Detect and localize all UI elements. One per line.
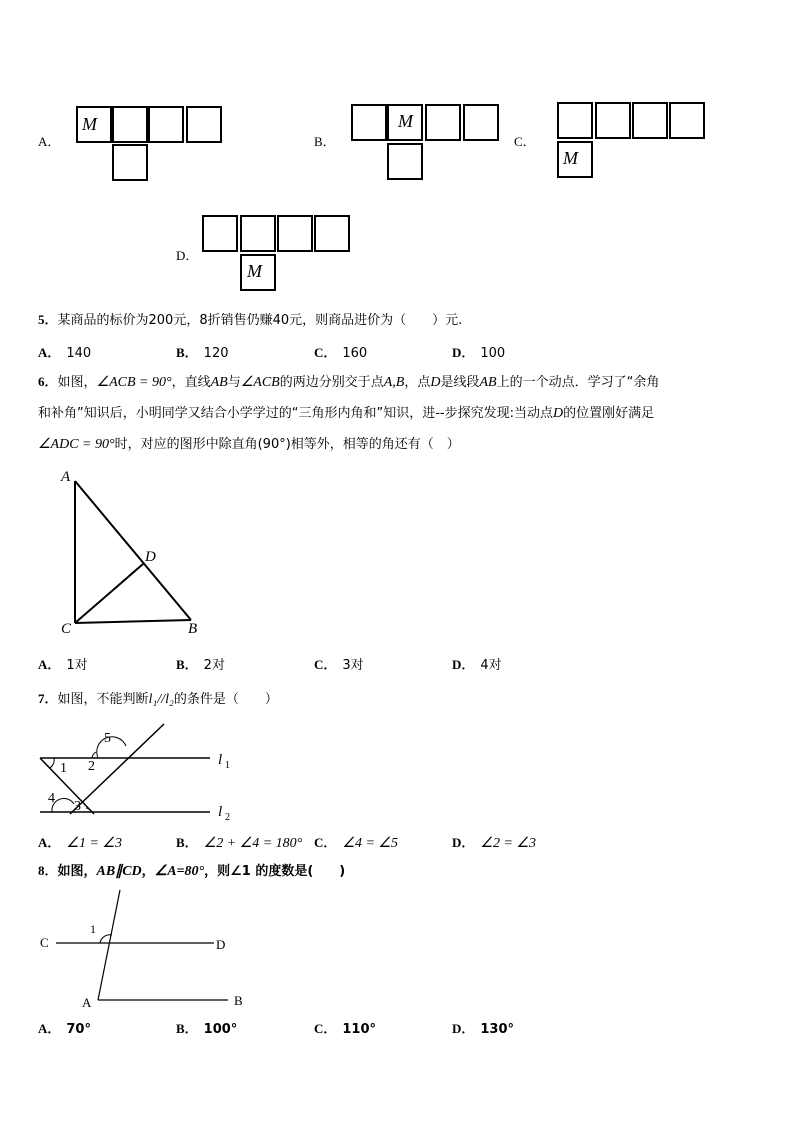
angle-2-arc xyxy=(92,752,96,758)
point-a-label: A xyxy=(61,469,71,485)
q8-option-c: C． 110° xyxy=(314,1021,377,1037)
q8-option-b: B． 100° xyxy=(176,1021,238,1037)
angle-1-label: 1 xyxy=(60,761,67,776)
q7-parallel-lines-figure xyxy=(30,722,250,822)
q5-option-d: D． 100 xyxy=(452,345,506,361)
point-c-label: C xyxy=(40,935,49,950)
angle-2-label: 2 xyxy=(88,759,95,774)
point-c-label: C xyxy=(61,621,72,637)
question-8: 8．如图，AB∥CD，∠A=80°，则∠1 的度数是( ) xyxy=(38,863,346,879)
question-7: 7．如图，不能判断l₁//l₂的条件是（ ） xyxy=(38,691,278,707)
angle-4-label: 4 xyxy=(48,791,55,806)
angle-1-label: 1 xyxy=(90,922,96,936)
segment-cd xyxy=(75,564,143,623)
m-label: M xyxy=(563,148,578,168)
m-label: M xyxy=(247,261,262,281)
point-d-label: D xyxy=(145,549,156,565)
q6-option-b: B． 2对 xyxy=(176,657,225,673)
q8-parallel-lines-figure xyxy=(30,885,260,1015)
option-letter: A． xyxy=(38,134,61,149)
q6-triangle-figure xyxy=(55,465,215,640)
line-l1-label: l xyxy=(218,752,223,768)
option-letter: B． xyxy=(314,134,336,149)
point-d-label: D xyxy=(216,937,226,952)
point-b-label: B xyxy=(188,621,198,637)
angle-1-arc xyxy=(50,758,54,768)
q8-option-a: A． 70° xyxy=(38,1021,91,1037)
angle-5-arc xyxy=(97,737,126,758)
option-letter: C． xyxy=(514,134,536,149)
point-b-label: B xyxy=(234,993,243,1008)
line-l2-subscript: 2 xyxy=(225,812,230,822)
q6-option-d: D． 4对 xyxy=(452,657,502,673)
q6-option-a: A． 1对 xyxy=(38,657,88,673)
side-cb xyxy=(75,620,191,623)
q7-option-c: C． ∠4 = ∠5 xyxy=(314,835,398,851)
q6-option-c: C． 3对 xyxy=(314,657,364,673)
m-label: M xyxy=(398,111,413,131)
question-5 xyxy=(38,311,462,330)
transversal xyxy=(98,890,120,1000)
question-text: 某商品的标价为200元，8折销售仍赚40元，则商品进价为（ ）元. xyxy=(57,313,463,328)
q5-option-b: B． 120 xyxy=(176,345,229,361)
side-ab xyxy=(75,481,191,620)
q8-option-d: D． 130° xyxy=(452,1021,515,1037)
q7-option-b: B． ∠2 + ∠4 = 180° xyxy=(176,835,303,851)
option-letter: D． xyxy=(176,248,199,263)
angle-3-label: 3 xyxy=(74,799,81,814)
question-number: 5． xyxy=(38,312,58,327)
question-6-line-2: 和补角”知识后，小明同学又结合小学学过的“三角形内角和”知识，进--步探究发现:当动点D的位置刚好满足 xyxy=(38,406,655,421)
q5-option-a: A． 140 xyxy=(38,345,92,361)
q5-option-c: C． 160 xyxy=(314,345,368,361)
angle-5-label: 5 xyxy=(104,731,111,746)
angle-4-arc xyxy=(52,798,74,812)
question-6-line-3: ∠ADC = 90°时，对应的图形中除直角(90°)相等外，相等的角还有（ ） xyxy=(38,437,460,452)
line-l1-subscript: 1 xyxy=(225,760,230,771)
q7-option-a: A． ∠1 = ∠3 xyxy=(38,835,122,851)
question-6-line-1: 6．如图，∠ACB = 90°，直线AB与∠ACB的两边分别交于点A,B，点D是线段AB上的一个动点．学习了“余角 xyxy=(38,374,660,390)
m-label: M xyxy=(82,114,97,134)
point-a-label: A xyxy=(82,995,92,1010)
q7-option-d: D． ∠2 = ∠3 xyxy=(452,835,536,851)
line-l2-label: l xyxy=(218,804,223,820)
